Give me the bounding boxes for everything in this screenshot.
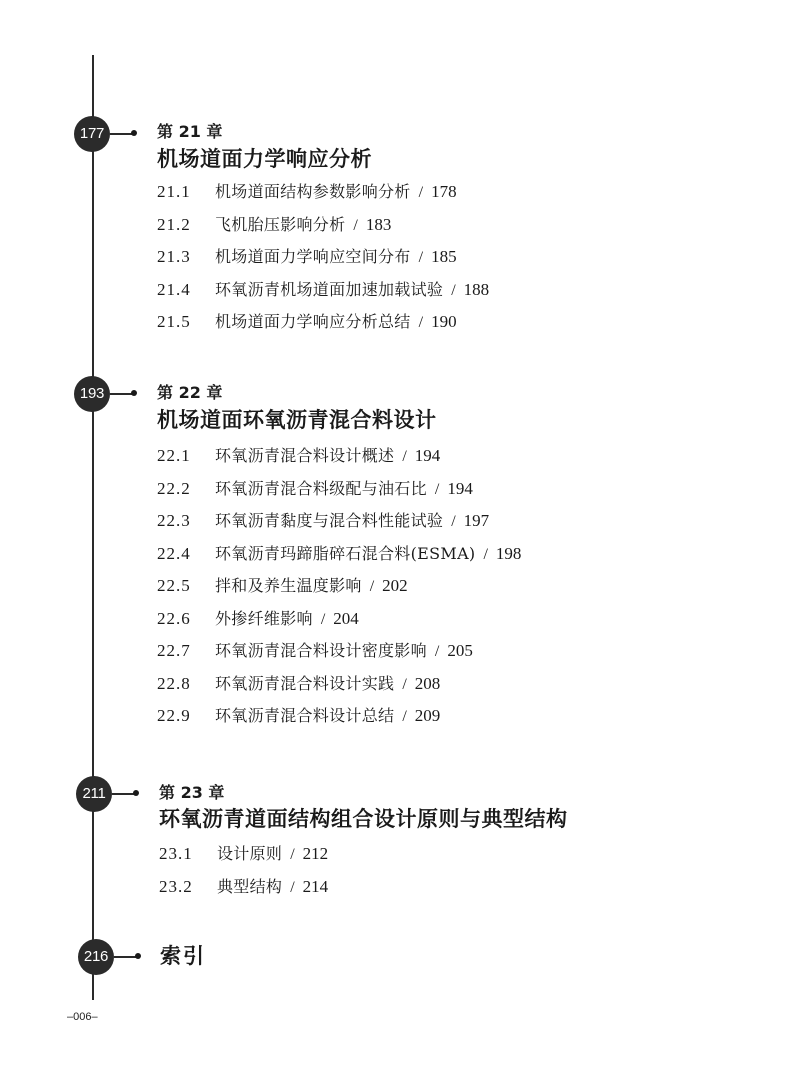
section-page: 190 <box>431 312 457 331</box>
section-number: 21.2 <box>157 214 191 234</box>
toc-entry[interactable] <box>157 241 489 274</box>
toc-entry[interactable] <box>159 838 328 871</box>
separator: / <box>290 878 295 896</box>
section-number: 22.3 <box>157 511 191 530</box>
separator: / <box>451 513 456 530</box>
page-marker-circle[interactable]: 211 <box>76 776 112 812</box>
separator: / <box>353 216 358 234</box>
section-number: 22.8 <box>157 673 191 693</box>
page-marker-circle[interactable]: 177 <box>74 116 110 152</box>
section-title: 环氧沥青混合料设计概述 <box>215 446 395 465</box>
section-number: 22.1 <box>157 446 191 465</box>
section-number: 23.2 <box>159 876 193 896</box>
separator: / <box>434 643 440 660</box>
section-page: 212 <box>302 844 329 863</box>
chapter-title[interactable]: 环氧沥青道面结构组合设计原则与典型结构 <box>159 806 568 831</box>
section-title: 环氧沥青玛蹄脂碎石混合料(ESMA) <box>215 543 476 563</box>
separator: / <box>418 184 424 201</box>
toc-entry[interactable] <box>157 209 489 242</box>
section-title: 环氧沥青混合料设计实践 <box>215 673 395 693</box>
footer-page-number: –006– <box>67 1011 98 1023</box>
connector-line <box>112 793 134 795</box>
separator: / <box>369 578 375 595</box>
separator: / <box>418 249 424 266</box>
section-page: 205 <box>447 641 473 660</box>
index-title[interactable]: 索引 <box>160 943 206 968</box>
toc-entry[interactable] <box>157 635 521 668</box>
section-list <box>157 440 521 733</box>
section-title: 机场道面力学响应空间分布 <box>215 247 411 266</box>
separator: / <box>434 480 440 498</box>
connector-line <box>114 956 136 958</box>
connector-dot <box>131 130 137 136</box>
connector-dot <box>131 390 137 396</box>
section-page: 178 <box>431 182 457 201</box>
section-page: 183 <box>365 214 392 234</box>
toc-entry[interactable] <box>157 440 521 473</box>
section-title: 设计原则 <box>217 844 283 863</box>
timeline-line <box>92 55 94 1000</box>
separator: / <box>402 708 407 725</box>
section-page: 185 <box>431 247 457 266</box>
section-number: 21.3 <box>157 247 191 266</box>
section-number: 22.2 <box>157 478 191 498</box>
chapter-label: 第 21 章 <box>157 122 223 141</box>
section-page: 214 <box>302 876 329 896</box>
toc-entry[interactable] <box>157 570 521 603</box>
section-page: 197 <box>463 511 490 530</box>
section-number: 22.6 <box>157 608 191 628</box>
section-title: 环氧沥青黏度与混合料性能试验 <box>215 511 444 530</box>
chapter-label: 第 23 章 <box>159 783 225 802</box>
toc-entry[interactable] <box>157 700 521 733</box>
section-title: 拌和及养生温度影响 <box>215 576 362 595</box>
separator: / <box>418 314 424 331</box>
toc-entry[interactable] <box>157 668 521 701</box>
section-number: 22.5 <box>157 576 191 595</box>
connector-dot <box>133 790 139 796</box>
page-marker-circle[interactable]: 216 <box>78 939 114 975</box>
connector-line <box>110 133 132 135</box>
section-number: 21.1 <box>157 182 191 201</box>
section-page: 194 <box>447 478 473 498</box>
separator: / <box>402 448 407 465</box>
section-title: 环氧沥青混合料级配与油石比 <box>215 478 427 498</box>
section-page: 202 <box>382 576 408 595</box>
chapter-label: 第 22 章 <box>157 383 223 402</box>
toc-entry[interactable] <box>157 538 521 571</box>
separator: / <box>290 846 295 863</box>
chapter-title[interactable]: 机场道面力学响应分析 <box>157 146 372 171</box>
section-page: 194 <box>414 446 441 465</box>
section-number: 22.9 <box>157 706 191 725</box>
chapter-title[interactable]: 机场道面环氧沥青混合料设计 <box>157 407 437 432</box>
section-page: 204 <box>333 608 359 628</box>
toc-entry[interactable] <box>159 871 328 904</box>
section-title: 环氧沥青混合料设计总结 <box>215 706 395 725</box>
section-title: 环氧沥青混合料设计密度影响 <box>215 641 427 660</box>
section-list <box>159 838 328 903</box>
section-page: 188 <box>463 279 490 299</box>
section-list <box>157 176 489 339</box>
section-title: 机场道面结构参数影响分析 <box>215 182 411 201</box>
section-page: 208 <box>414 673 441 693</box>
section-title: 机场道面力学响应分析总结 <box>215 312 411 331</box>
section-title: 环氧沥青机场道面加速加载试验 <box>215 279 444 299</box>
toc-entry[interactable] <box>157 505 521 538</box>
section-number: 22.7 <box>157 641 191 660</box>
separator: / <box>402 675 407 693</box>
section-number: 22.4 <box>157 543 191 563</box>
connector-dot <box>135 953 141 959</box>
section-page: 198 <box>495 543 522 563</box>
section-page: 209 <box>414 706 441 725</box>
section-title: 外掺纤维影响 <box>215 608 313 628</box>
toc-entry[interactable] <box>157 473 521 506</box>
section-number: 21.5 <box>157 312 191 331</box>
section-title: 典型结构 <box>217 876 283 896</box>
toc-entry[interactable] <box>157 274 489 307</box>
separator: / <box>320 610 326 628</box>
connector-line <box>110 393 132 395</box>
page-marker-circle[interactable]: 193 <box>74 376 110 412</box>
toc-entry[interactable] <box>157 176 489 209</box>
section-number: 21.4 <box>157 279 191 299</box>
toc-entry[interactable] <box>157 306 489 339</box>
toc-entry[interactable] <box>157 603 521 636</box>
separator: / <box>483 545 488 563</box>
section-number: 23.1 <box>159 844 193 863</box>
section-title: 飞机胎压影响分析 <box>215 214 346 234</box>
separator: / <box>451 281 456 299</box>
